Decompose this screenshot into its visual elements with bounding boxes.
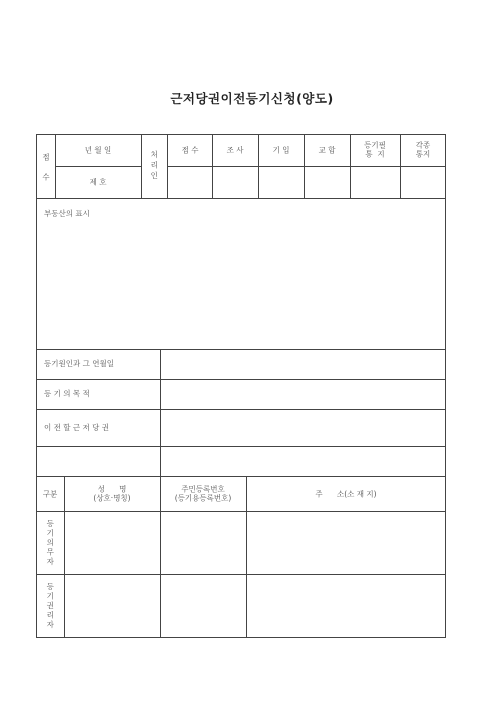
column-reception: 접 수 [181, 145, 199, 155]
column-various-notice: 각종 통지 [415, 140, 431, 159]
column-entry: 기 입 [272, 145, 290, 155]
processor-label: 처리인 [149, 150, 159, 182]
column-investigation: 조 사 [226, 145, 244, 155]
party-name-header: 성 명 (상호·명칭) [93, 484, 131, 503]
column-registration-notice: 등기필 통 지 [364, 140, 386, 159]
party-address-header: 주 소(소 재 지) [315, 489, 377, 499]
form-title: 근저당권이전등기신청(양도) [170, 91, 334, 106]
reception-number-label: 제 호 [89, 177, 107, 187]
border-bottom [36, 637, 446, 638]
border-left [36, 134, 37, 638]
reception-date-label: 년 월 일 [84, 145, 112, 155]
registration-right-holder-label: 등기권리자 [45, 582, 55, 630]
border-top [36, 134, 446, 135]
reception-side-label-bottom: 수 [42, 172, 50, 182]
registration-cause-label: 등기원인과 그 연월일 [44, 359, 114, 368]
border-right [445, 134, 446, 638]
registration-obligor-label: 등기의무자 [45, 519, 55, 567]
column-verification: 교 합 [318, 145, 336, 155]
party-id-number-header: 주민등록번호 (등기용등록번호) [174, 484, 232, 503]
property-description-label: 부동산의 표시 [44, 209, 90, 218]
party-category-header: 구분 [42, 489, 58, 499]
reception-side-label-top: 접 [42, 152, 50, 162]
registration-purpose-label: 등 기 의 목 적 [44, 389, 90, 398]
transferred-mortgage-label: 이 전 할 근 저 당 권 [44, 423, 110, 432]
